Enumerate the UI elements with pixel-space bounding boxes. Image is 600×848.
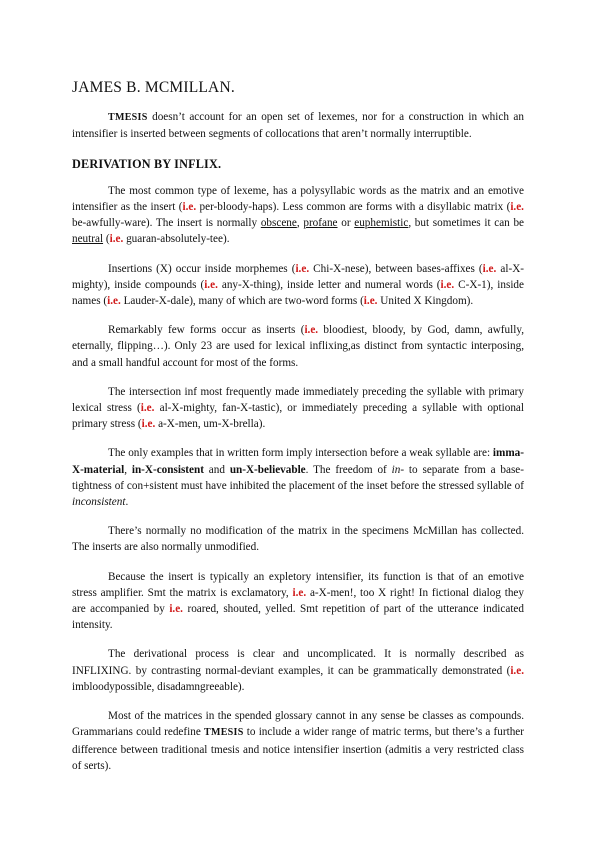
ie-label: i.e. [304,324,319,337]
text-run: The intersection inf most frequently made immediately preceding the syllable with primary lexical stress ( [72,385,524,415]
term-tmesis: TMESIS [204,727,244,739]
text-run: . The freedom of [305,463,392,476]
text-run: any-X-thing), inside letter and numeral words ( [217,278,441,291]
term-tmesis: TMESIS [108,112,148,124]
text-run: be-awfully-ware). The insert is normally [72,217,261,230]
underlined-term: neutral [72,233,104,246]
ie-label: i.e. [169,603,183,616]
italic-term: inconsistent [72,496,126,509]
text-run: The derivational process is clear and uncomplicated. It is normally described as INFLIXING. by contrasting normal-deviant examples, it can be grammatically demonstrated ( [72,648,524,677]
paragraph-modification: There’s normally no modification of the matrix in the specimens McMillan has collected. The inserts are also normally unmodified. [72,525,524,554]
text-run: . [125,496,129,509]
text-run: roared, shouted, yelled. Smt repetition of part of the utterance indicated intensity. [72,603,524,632]
author-title: JAMES B. MCMILLAN. [72,79,235,96]
text-run: al-X-mighty), inside compounds ( [72,262,524,291]
ie-label: i.e. [363,295,378,308]
text-run: Most of the matrices in the spended glossary cannot in any sense be classes as compounds. Grammarians could redefine [72,710,524,739]
section-heading: DERIVATION BY INFLIX. [72,156,222,171]
ie-label: i.e. [182,201,197,214]
ie-label: i.e. [107,295,121,308]
text-run: Lauder-X-dale), many of which are two-word forms ( [120,295,364,308]
paragraph-stress-amplifier [72,569,524,634]
text-run: a-X-men, um-X-brella). [155,418,266,431]
ie-label: i.e. [109,233,124,246]
ie-label: i.e. [510,201,524,214]
text-run: Chi-X-nese), between bases-affixes ( [309,262,483,275]
ie-label: i.e. [141,418,156,431]
text-run: The most common type of lexeme, has a polysyllabic words as the matrix and an emotive intensifier as the insert ( [72,184,524,214]
text-run: , [296,217,304,230]
text-run: , but sometimes it can be [408,217,525,230]
paragraph-weak-syllable [72,445,524,510]
text-run: ( [103,233,110,246]
paragraph-matrices [72,708,524,774]
document-page [72,80,524,787]
text-run: guaran-absolutely-tee). [123,233,230,246]
ie-label: i.e. [204,278,218,291]
text-run: C-X-1), inside names ( [72,278,524,308]
ie-label: i.e. [292,586,307,599]
paragraph-stress [72,384,524,433]
bold-example: imma-X-material [72,447,524,476]
underlined-term: euphemistic [354,217,409,230]
text-run: and [203,463,230,476]
ie-label: i.e. [510,664,524,677]
text-run: United X Kingdom). [377,295,474,308]
text-run: imbloodypossible, disadamngreeable). [72,680,245,693]
bold-example: in-X-consistent [131,463,204,476]
paragraph-inserts [72,322,524,371]
text-run: Remarkably few forms occur as inserts ( [108,324,305,337]
ie-label: i.e. [482,262,497,275]
ie-label: i.e. [140,402,155,415]
italic-term: in- [391,463,405,476]
text-run: or [337,217,355,230]
text-run: The only examples that in written form imply intersection before a weak syllable are: [108,447,493,460]
text-run: bloodiest, bloody, by God, damn, awfully, eternally, flipping…). Only 23 are used for lexical inflixing,as distinct from syntactic interposing, and a small handful account for most of the forms. [72,324,524,369]
text-run: , [124,463,132,476]
bold-example: un-X-believable [229,463,306,476]
text-run: to separate from a base-tightness of con+sistent must have inhibited the placement of the inset before the stressed syllable of [72,463,524,492]
ie-label: i.e. [295,262,310,275]
paragraph-derivational-process [72,646,524,695]
paragraph-tmesis-intro [72,109,524,142]
text-run: Insertions (X) occur inside morphemes ( [108,262,296,275]
text-run: al-X-mighty, fan-X-tastic), or immediately preceding a syllable with optional primary stress ( [72,402,525,431]
underlined-term: profane [303,217,338,230]
text-run: to include a wider range of matric terms, but there’s a further difference between traditional tmesis and notice intensifier insertion (admitis a very restricted class of serts). [72,726,524,772]
ie-label: i.e. [440,278,455,291]
text-run: per-bloody-haps). Less common are forms with a disyllabic matrix ( [196,201,511,214]
text-run: Because the insert is typically an expletory intensifier, its function is that of an emotive stress amplifier. Smt the matrix is exclamatory, [72,570,524,599]
text-run: a-X-men!, too X right! In fictional dialog they are accompanied by [72,586,524,616]
underlined-term: obscene [260,217,297,230]
text-run: doesn’t account for an open set of lexemes, nor for a construction in which an intensifier is inserted between segments of collocations that aren’t normally interruptible. [72,111,524,141]
paragraph-insertions [72,261,524,310]
paragraph-lexeme-types [72,183,524,248]
